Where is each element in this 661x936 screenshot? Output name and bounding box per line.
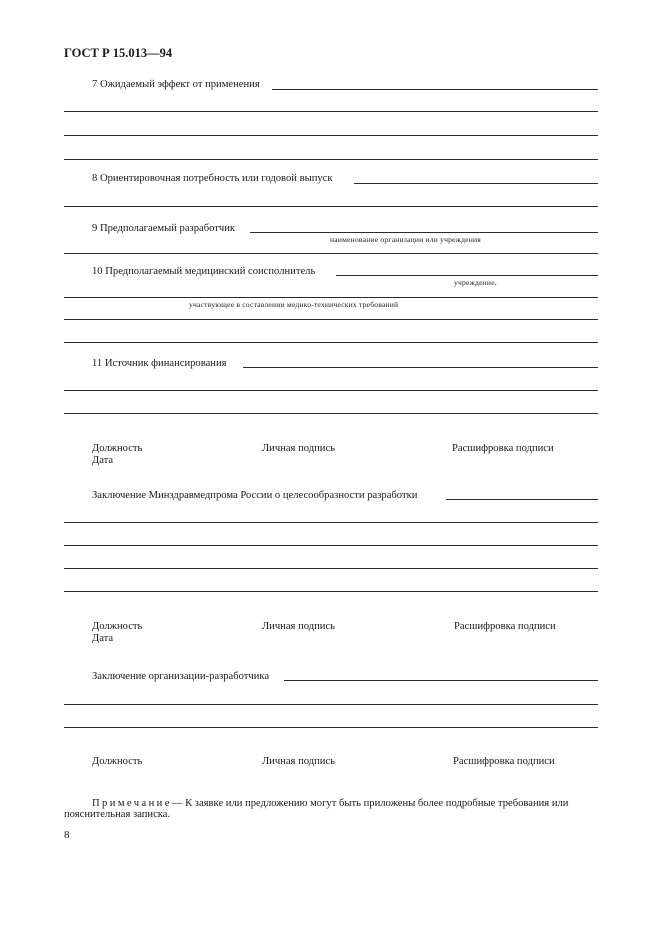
section-11-line-3[interactable] — [64, 413, 598, 414]
section-7-line-3[interactable] — [64, 135, 598, 136]
sig-1-position: Должность — [92, 443, 143, 454]
section-11-line-2[interactable] — [64, 390, 598, 391]
sig-2-decryption: Расшифровка подписи — [454, 621, 556, 632]
section-9-hint: наименование организации или учреждения — [330, 235, 481, 244]
section-9-fill-line[interactable] — [250, 232, 598, 233]
conclusion-ministry-fill-line[interactable] — [446, 499, 598, 500]
conclusion-developer-fill-line[interactable] — [284, 680, 598, 681]
section-7-fill-line[interactable] — [272, 89, 598, 90]
section-10-line-3[interactable] — [64, 319, 598, 320]
conclusion-ministry-line-3[interactable] — [64, 545, 598, 546]
conclusion-developer-line-3[interactable] — [64, 727, 598, 728]
section-9-label: 9 Предполагаемый разработчик — [92, 223, 236, 234]
section-8-fill-line[interactable] — [354, 183, 598, 184]
sig-3-signature: Личная подпись — [262, 756, 335, 767]
section-9-line-2[interactable] — [64, 253, 598, 254]
sig-2-signature: Личная подпись — [262, 621, 335, 632]
section-7-label: 7 Ожидаемый эффект от применения — [92, 79, 260, 90]
sig-1-decryption: Расшифровка подписи — [452, 443, 554, 454]
section-11-label: 11 Источник финансирования — [92, 358, 227, 369]
section-10-line-4[interactable] — [64, 342, 598, 343]
section-10-line-2[interactable] — [64, 297, 598, 298]
conclusion-ministry-line-4[interactable] — [64, 568, 598, 569]
conclusion-ministry-line-5[interactable] — [64, 591, 598, 592]
page-number: 8 — [64, 829, 70, 841]
section-7-line-4[interactable] — [64, 159, 598, 160]
section-8-line-2[interactable] — [64, 206, 598, 207]
note-title: Примечание — [92, 798, 172, 809]
conclusion-developer-line-2[interactable] — [64, 704, 598, 705]
conclusion-developer-label: Заключение организации-разработчика — [92, 671, 270, 682]
conclusion-ministry-line-2[interactable] — [64, 522, 598, 523]
section-8-label: 8 Ориентировочная потребность или годовой выпуск — [92, 173, 333, 184]
sig-3-position: Должность — [92, 756, 143, 767]
section-10-hint-1: учреждение, — [454, 278, 497, 287]
section-11-fill-line[interactable] — [243, 367, 598, 368]
note-text-1: — К заявке или предложению могут быть приложены более подробные требования или — [171, 798, 569, 809]
section-7-line-2[interactable] — [64, 111, 598, 112]
section-10-label: 10 Предполагаемый медицинский соисполнитель — [92, 266, 316, 277]
sig-1-date: Дата — [92, 455, 114, 466]
note-text-2: пояснительная записка. — [64, 809, 171, 820]
sig-3-decryption: Расшифровка подписи — [453, 756, 555, 767]
document-code: ГОСТ Р 15.013—94 — [64, 46, 173, 60]
sig-2-position: Должность — [92, 621, 143, 632]
sig-1-signature: Личная подпись — [262, 443, 335, 454]
section-10-hint-2: участвующее в составлении медико-технических требований — [189, 300, 399, 309]
sig-2-date: Дата — [92, 633, 114, 644]
conclusion-ministry-label: Заключение Минздравмедпрома России о целесообразности разработки — [92, 490, 418, 501]
section-10-fill-line[interactable] — [336, 275, 598, 276]
